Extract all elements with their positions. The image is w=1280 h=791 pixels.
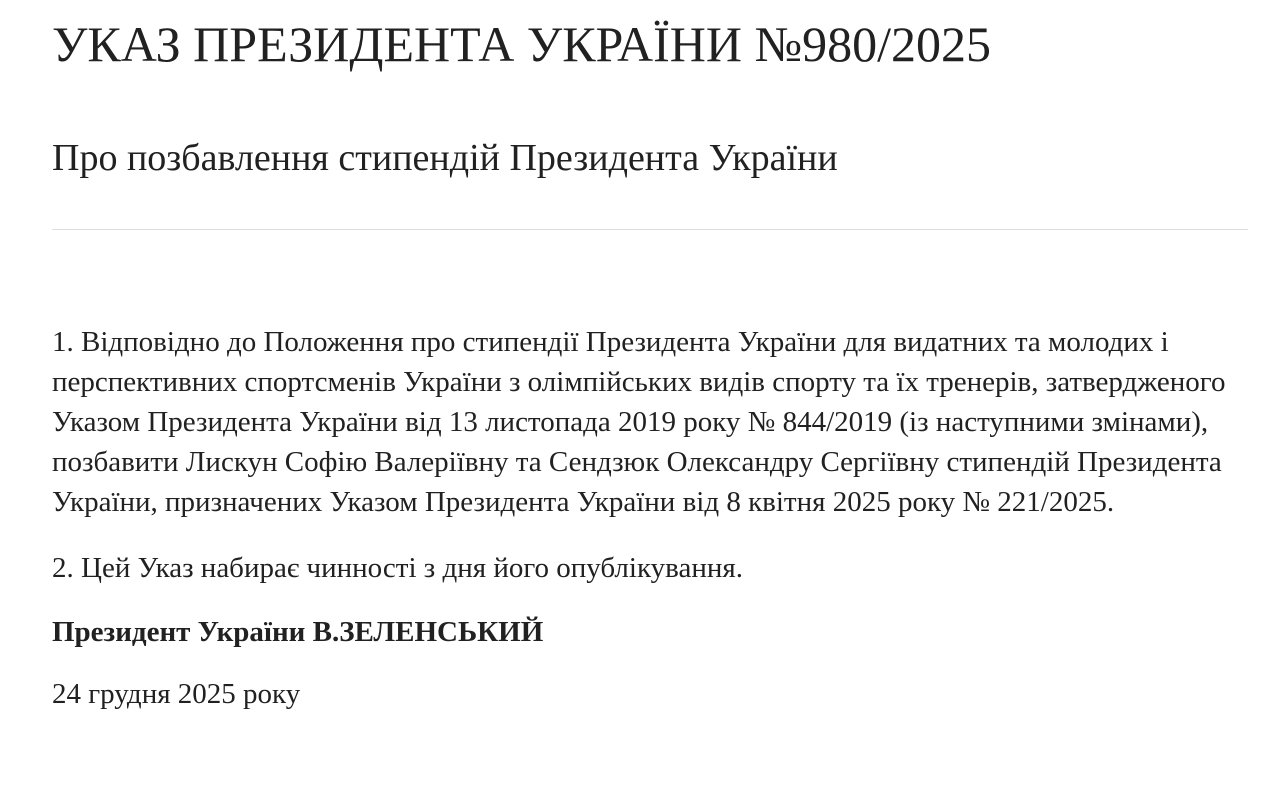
decree-paragraph-2: 2. Цей Указ набирає чинності з дня його опублікування. bbox=[52, 552, 743, 585]
divider bbox=[52, 229, 1248, 230]
decree-body bbox=[52, 322, 1246, 714]
decree-subtitle: Про позбавлення стипендій Президента України bbox=[52, 136, 838, 179]
decree-date: 24 грудня 2025 року bbox=[52, 678, 301, 711]
signature-line: Президент України В.ЗЕЛЕНСЬКИЙ bbox=[52, 616, 544, 649]
decree-paragraph-1: 1. Відповідно до Положення про стипендії Президента України для видатних та молодих і перспективних спортсменів України з олімпійських видів спорту та їх тренерів, затвердженого Указом Президента України від 13 листопада 2019 року № 844/2019 (із наступними змінами), позбавити Лискун Софію Валеріївну та Сендзюк Олександру Сергіївну стипендій Президента України, призначених Указом Президента України від 8 квітня 2025 року № 221/2025. bbox=[52, 326, 1226, 519]
decree-title: УКАЗ ПРЕЗИДЕНТА УКРАЇНИ №980/2025 bbox=[52, 16, 992, 72]
